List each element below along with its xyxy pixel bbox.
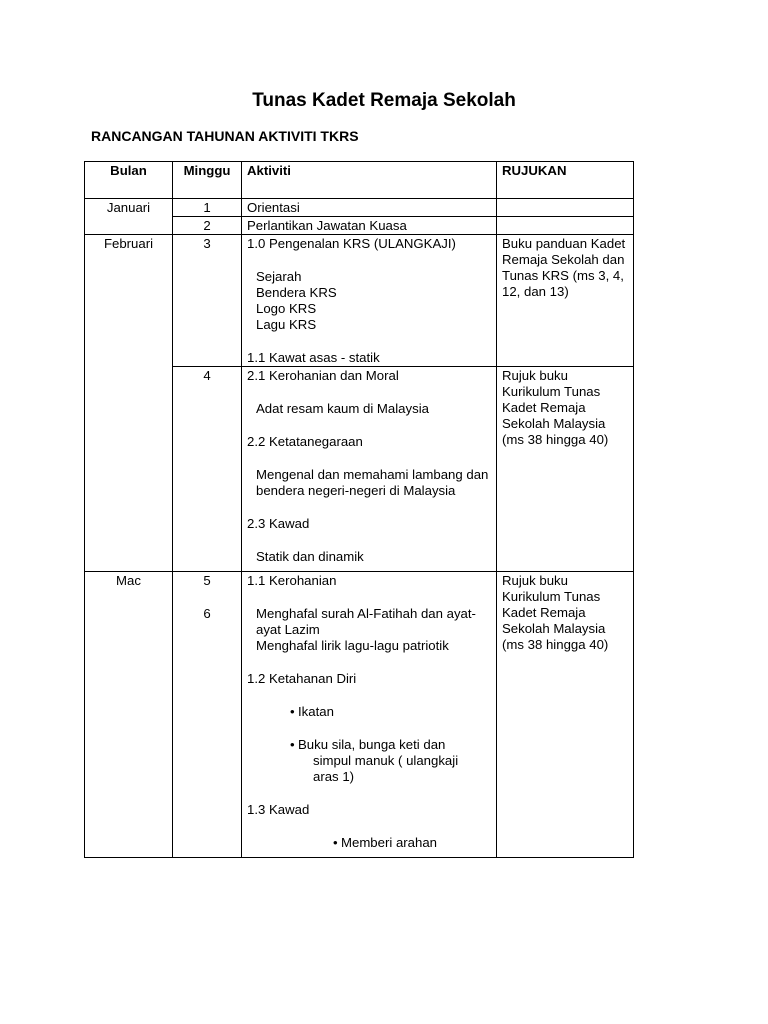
bullet-item [247,835,491,851]
activity-cell [242,367,497,572]
month-februari: Februari [85,235,173,572]
week-cell: 3 [173,235,242,367]
table-row [85,572,634,858]
reference-cell: Rujuk buku Kurikulum Tunas Kadet Remaja Sekolah Malaysia (ms 38 hingga 40) [497,572,634,858]
week-number: 5 [203,573,211,588]
activity-heading: 1.1 Kerohanian [247,573,337,588]
activity-plan-table [84,161,634,858]
month-mac: Mac [85,572,173,858]
week-cell: 1 [173,199,242,217]
activity-item: Menghafal lirik lagu-lagu patriotik [256,638,449,653]
header-rujukan: RUJUKAN [497,162,634,199]
activity-cell [242,572,497,858]
bullet-text-continued: aras 1) [313,769,355,784]
week-cell: 4 [173,367,242,572]
document-subtitle: RANCANGAN TAHUNAN AKTIVITI TKRS [91,128,359,144]
week-number: 6 [203,606,211,621]
activity-cell: Orientasi [242,199,497,217]
bullet-text: Buku sila, bunga keti dan [298,737,446,752]
activity-item: Lagu KRS [256,317,317,332]
bullet-text: Memberi arahan [341,835,438,850]
activity-item: Statik dan dinamik [256,549,364,564]
bullet-icon: • [333,835,338,850]
activity-heading: 2.1 Kerohanian dan Moral [247,368,399,383]
table-header-row [85,162,634,199]
activity-cell [242,235,497,367]
reference-cell [497,217,634,235]
bullet-item [247,737,491,753]
header-bulan: Bulan [85,162,173,199]
bullet-icon: • [290,704,295,719]
activity-item: Logo KRS [256,301,317,316]
bullet-item [247,704,491,720]
week-cell [173,572,242,858]
activity-heading: 1.0 Pengenalan KRS (ULANGKAJI) [247,236,456,251]
activity-heading: 2.2 Ketatanegaraan [247,434,363,449]
activity-item: Sejarah [256,269,302,284]
header-aktiviti: Aktiviti [242,162,497,199]
reference-cell: Rujuk buku Kurikulum Tunas Kadet Remaja Sekolah Malaysia (ms 38 hingga 40) [497,367,634,572]
activity-heading: 2.3 Kawad [247,516,310,531]
reference-cell: Buku panduan Kadet Remaja Sekolah dan Tunas KRS (ms 3, 4, 12, dan 13) [497,235,634,367]
bullet-text: Ikatan [298,704,334,719]
week-cell: 2 [173,217,242,235]
table-row [85,235,634,367]
activity-heading: 1.2 Ketahanan Diri [247,671,357,686]
bullet-icon: • [290,737,295,752]
page-title: Tunas Kadet Remaja Sekolah [252,90,516,111]
activity-item: Bendera KRS [256,285,337,300]
month-januari: Januari [85,199,173,235]
activity-item: Mengenal dan memahami lambang dan bendera negeri-negeri di Malaysia [256,467,489,498]
table-row [85,199,634,217]
activity-heading: 1.1 Kawat asas - statik [247,350,380,365]
header-minggu: Minggu [173,162,242,199]
bullet-text-continued: simpul manuk ( ulangkaji [313,753,459,768]
activity-item: Menghafal surah Al-Fatihah dan ayat-ayat Lazim [256,606,476,637]
activity-heading: 1.3 Kawad [247,802,310,817]
activity-item: Adat resam kaum di Malaysia [256,401,429,416]
activity-cell: Perlantikan Jawatan Kuasa [242,217,497,235]
reference-cell [497,199,634,217]
